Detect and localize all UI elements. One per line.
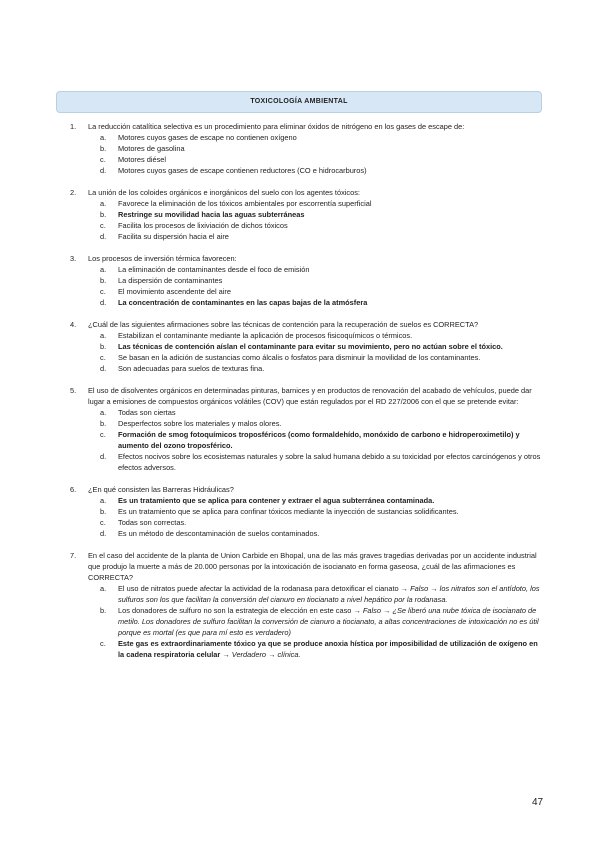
option-letter: d.: [100, 232, 107, 241]
question-1: [70, 121, 542, 176]
question-stem: La unión de los coloides orgánicos e inorgánicos del suelo con los agentes tóxicos:: [88, 188, 360, 197]
question-stem: Los procesos de inversión térmica favorecen:: [88, 254, 237, 263]
option-text: La concentración de contaminantes en las capas bajas de la atmósfera: [118, 298, 368, 307]
correct-option: [88, 638, 542, 660]
option: [88, 198, 542, 209]
option-text: Son adecuadas para suelos de texturas fina.: [118, 364, 265, 373]
question-list: [70, 121, 542, 671]
question-stem: ¿En qué consisten las Barreras Hidráulicas?: [88, 485, 234, 494]
option-letter: a.: [100, 408, 107, 417]
option-letter: d.: [100, 529, 107, 538]
option-text: Facilita su dispersión hacia el aire: [118, 232, 229, 241]
option-letter: c.: [100, 221, 106, 230]
option-letter: a.: [100, 496, 107, 505]
option-letter: b.: [100, 342, 107, 351]
option-text: El uso de nitratos puede afectar la actividad de la rodanasa para detoxificar el cianato: [118, 584, 401, 593]
option: [88, 517, 542, 528]
option: [88, 220, 542, 231]
option-text: Todas son correctas.: [118, 518, 187, 527]
option-text: El movimiento ascendente del aire: [118, 287, 231, 296]
question-6: [70, 484, 542, 539]
option: [88, 418, 542, 429]
question-stem: En el caso del accidente de la planta de Union Carbide en Bhopal, una de las más graves tragedias derivadas por un accidente industrial que produjo la muerte a más de 20.000 personas por la intoxicación de isocianato en forma gaseosa, ¿cuál de las afirmaciones es CORRECTA?: [88, 551, 537, 582]
option: [88, 132, 542, 143]
option-text: Motores diésel: [118, 155, 167, 164]
question-3: [70, 253, 542, 308]
option: [88, 605, 542, 638]
option-letter: a.: [100, 199, 107, 208]
option-text: Las técnicas de contención aíslan el contaminante para evitar su movimiento, pero no actúan sobre el tóxico.: [118, 342, 503, 351]
option-text: Se basan en la adición de sustancias como álcalis o fosfatos para disminuir la movilidad de los contaminantes.: [118, 353, 481, 362]
question-number: 2.: [70, 188, 77, 197]
option-letter: d.: [100, 364, 107, 373]
section-header: [56, 91, 542, 113]
option-text: Efectos nocivos sobre los ecosistemas naturales y sobre la salud humana debido a su toxicidad por efectos carcinógenos y otros efectos adversos.: [118, 452, 541, 472]
option-letter: a.: [100, 584, 107, 593]
correct-option: [88, 341, 542, 352]
option: [88, 528, 542, 539]
option: [88, 451, 542, 473]
option-text: Es un método de descontaminación de suelos contaminados.: [118, 529, 320, 538]
option-text: Favorece la eliminación de los tóxicos ambientales por escorrentía superficial: [118, 199, 372, 208]
option: [88, 154, 542, 165]
correct-option: [88, 209, 542, 220]
question-5: [70, 385, 542, 473]
option-letter: a.: [100, 265, 107, 274]
option-letter: b.: [100, 210, 107, 219]
option-text: Desperfectos sobre los materiales y malos olores.: [118, 419, 282, 428]
option: [88, 143, 542, 154]
option-text: Facilita los procesos de lixiviación de dichos tóxicos: [118, 221, 288, 230]
option-letter: c.: [100, 639, 106, 648]
option-text: Es un tratamiento que se aplica para contener y extraer el agua subterránea contaminada.: [118, 496, 435, 505]
option-text: Motores cuyos gases de escape no contienen oxígeno: [118, 133, 297, 142]
option-letter: d.: [100, 452, 107, 461]
option: [88, 286, 542, 297]
option: [88, 275, 542, 286]
option: [88, 352, 542, 363]
option: [88, 506, 542, 517]
option-letter: c.: [100, 430, 106, 439]
question-2: [70, 187, 542, 242]
question-number: 6.: [70, 485, 77, 494]
option-text: La dispersión de contaminantes: [118, 276, 223, 285]
option-letter: c.: [100, 287, 106, 296]
option-text: Restringe su movilidad hacia las aguas subterráneas: [118, 210, 305, 219]
option-note: → Verdadero → clínica.: [222, 650, 301, 659]
option-text: La eliminación de contaminantes desde el foco de emisión: [118, 265, 310, 274]
option-text: Este gas es extraordinariamente tóxico ya que se produce anoxia hística por imposibilidad de utilización de oxígeno en la cadena respiratoria celular: [118, 639, 538, 659]
option-text: Los donadores de sulfuro no son la estrategia de elección en este caso: [118, 606, 354, 615]
question-7: [70, 550, 542, 660]
option-letter: c.: [100, 518, 106, 527]
question-stem: El uso de disolventes orgánicos en determinadas pinturas, barnices y en productos de renovación del acabado de vehículos, puede dar lugar a emisiones de compuestos orgánicos volátiles (COV) que están regulados por el RD 227/2006 con el que se pretende evitar:: [88, 386, 532, 406]
option-letter: b.: [100, 144, 107, 153]
option-letter: b.: [100, 276, 107, 285]
option: [88, 363, 542, 374]
option-letter: c.: [100, 155, 106, 164]
option-letter: d.: [100, 166, 107, 175]
option-note: → Falso → ¿Se liberó una nube tóxica de isocianato de metilo. Los donadores de sulfuro facilitan la conversión de cianuro a tiocianato, a altas concentraciones de intoxicación no es útil porque es mortal (es que para mí esto es verdadero): [118, 606, 539, 637]
option-text: Estabilizan el contaminante mediante la aplicación de procesos fisicoquímicos o térmicos.: [118, 331, 413, 340]
question-stem: La reducción catalítica selectiva es un procedimiento para eliminar óxidos de nitrógeno en los gases de escape de:: [88, 122, 465, 131]
option-letter: b.: [100, 606, 107, 615]
question-number: 3.: [70, 254, 77, 263]
option-letter: a.: [100, 133, 107, 142]
correct-option: [88, 297, 542, 308]
question-number: 5.: [70, 386, 77, 395]
option-text: Motores de gasolina: [118, 144, 185, 153]
option: [88, 264, 542, 275]
option-letter: a.: [100, 331, 107, 340]
question-stem: ¿Cuál de las siguientes afirmaciones sobre las técnicas de contención para la recuperación de suelos es CORRECTA?: [88, 320, 479, 329]
question-number: 1.: [70, 122, 77, 131]
option-letter: c.: [100, 353, 106, 362]
question-number: 4.: [70, 320, 77, 329]
option-note: → Falso → los nitratos son el antídoto, los sulfuros son los que facilitan la conversión del cianuro en tiocianato a nivel hepático por la rodanasa.: [118, 584, 540, 604]
option-letter: b.: [100, 419, 107, 428]
option-text: Es un tratamiento que se aplica para confinar tóxicos mediante la inyección de sustancias solidificantes.: [118, 507, 459, 516]
option: [88, 165, 542, 176]
option-letter: b.: [100, 507, 107, 516]
option: [88, 330, 542, 341]
option-letter: d.: [100, 298, 107, 307]
option: [88, 231, 542, 242]
correct-option: [88, 495, 542, 506]
option: [88, 583, 542, 605]
option-text: Motores cuyos gases de escape contienen reductores (CO e hidrocarburos): [118, 166, 367, 175]
page-number: 47: [532, 797, 544, 808]
correct-option: [88, 429, 542, 451]
question-4: [70, 319, 542, 374]
option-text: Todas son ciertas: [118, 408, 176, 417]
option-text: Formación de smog fotoquímicos troposféricos (como formaldehído, monóxido de carbono e hidroperoximetilo) y aumento del ozono troposférico.: [118, 430, 520, 450]
section-title: TOXICOLOGÍA AMBIENTAL: [250, 98, 348, 105]
option: [88, 407, 542, 418]
question-number: 7.: [70, 551, 77, 560]
